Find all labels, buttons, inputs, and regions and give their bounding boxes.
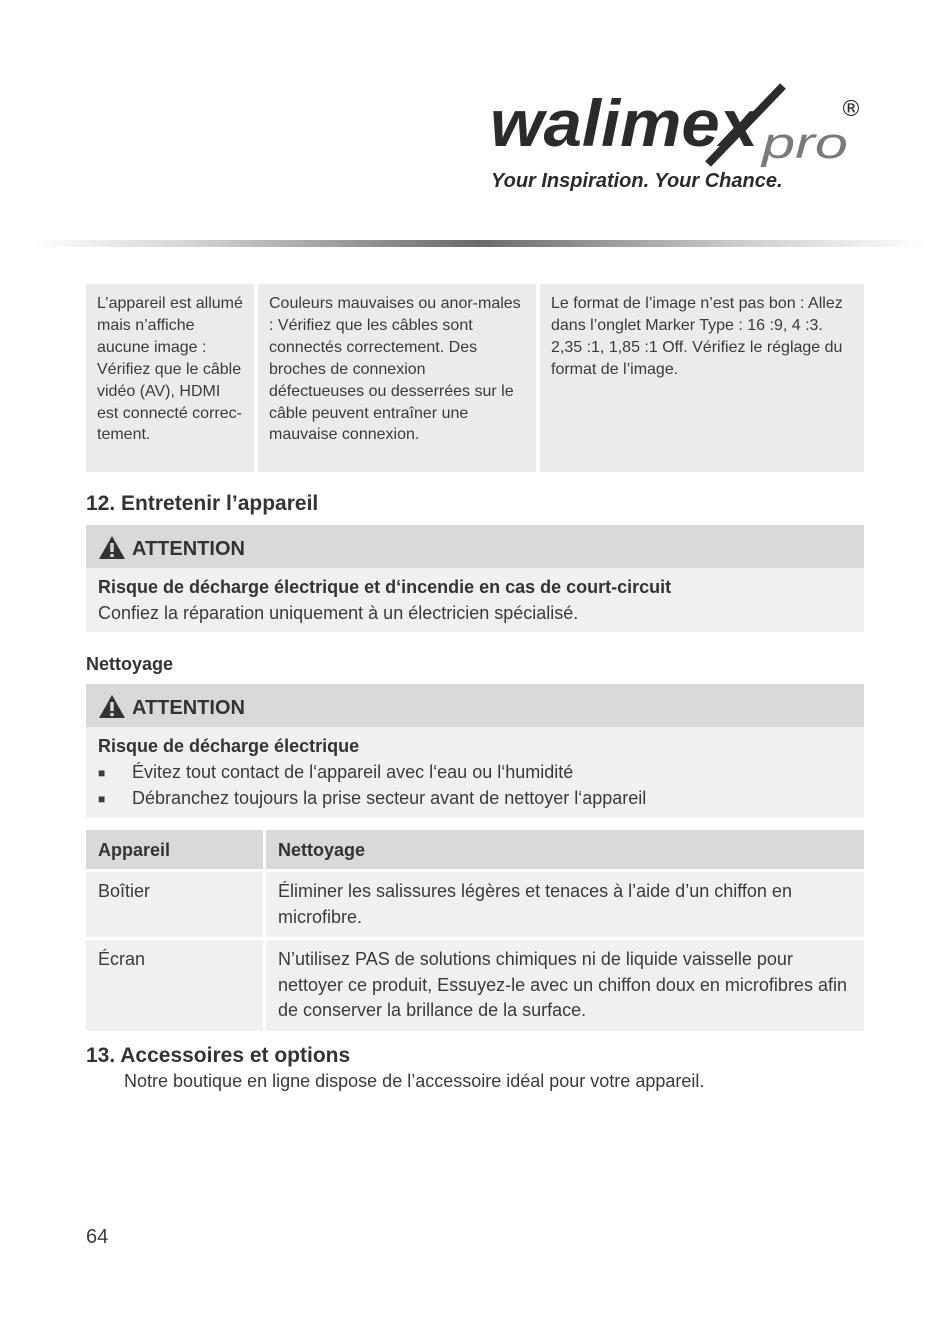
warning-heading: Risque de décharge électrique: [98, 736, 360, 756]
section-12-title: 12. Entretenir l’appareil: [86, 492, 319, 515]
warning-label: ATTENTION: [132, 697, 245, 719]
trouble-cell: [258, 284, 536, 472]
logo-pro-text: pro: [759, 119, 848, 168]
warning-box: [86, 525, 864, 632]
logo-tagline: Your Inspiration. Your Chance.: [491, 170, 783, 192]
warning-heading: Risque de décharge électrique et d‘incendie en cas de court-circuit: [98, 577, 672, 597]
trouble-text: Le format de l’image n’est pas bon : Allez dans l’onglet Marker Type : 16 :9, 4 :3. 2,35 :1, 1,85 :1 Off. Vérifiez le réglage du format de l’image.: [551, 295, 843, 378]
warning-icon: [98, 535, 126, 560]
table-cell-device: Boîtier: [86, 872, 263, 937]
table-cell-cleaning: N’utilisez PAS de solutions chimiques ni de liquide vaisselle pour nettoyer ce produit, Essuyez-le avec un chiffon doux en microfibres afin de conserver la brillance de la surface.: [266, 940, 864, 1031]
table-header-row: [86, 830, 864, 869]
trouble-cell: [86, 284, 254, 472]
bullet-text: Débranchez toujours la prise secteur avant de nettoyer l‘appareil: [132, 788, 647, 808]
table-row: [86, 872, 864, 937]
bullet-square-icon: ■: [98, 765, 106, 780]
registered-mark: ®: [840, 97, 862, 122]
header-divider: [28, 240, 928, 247]
bullet-text: Évitez tout contact de l‘appareil avec l‘eau ou l‘humidité: [132, 761, 574, 782]
trouble-text: Couleurs mauvaises ou anor-males : Vérifiez que les câbles sont connectés correctement. Des broches de connexion défectueuses ou desserrées sur le câble peuvent entraîner une mauvaise connexion.: [269, 295, 521, 444]
table-header-device: Appareil: [86, 830, 263, 869]
table-cell-device: Écran: [86, 940, 263, 1031]
warning-header: [86, 525, 864, 568]
trouble-text: L’appareil est allumé mais n’affiche aucune image : Vérifiez que le câble vidéo (AV), HDMI est connecté correc-tement.: [97, 295, 243, 444]
troubleshooting-row: [86, 284, 864, 472]
bullet-item: [98, 760, 852, 787]
warning-label: ATTENTION: [132, 538, 245, 560]
table-header-cleaning: Nettoyage: [266, 830, 864, 869]
table-row: [86, 940, 864, 1031]
trouble-cell: [540, 284, 864, 472]
section-13-title: 13. Accessoires et options: [86, 1044, 351, 1067]
cleaning-title: Nettoyage: [86, 654, 174, 674]
warning-header: [86, 684, 864, 727]
cleaning-table: [86, 830, 864, 1034]
logo-brand-text: walimex: [490, 86, 761, 160]
bullet-square-icon: ■: [98, 792, 106, 806]
warning-text: Confiez la réparation uniquement à un électricien spécialisé.: [98, 602, 579, 623]
bullet-item: [98, 786, 852, 813]
section-13-text: Notre boutique en ligne dispose de l’accessoire idéal pour votre appareil.: [124, 1071, 705, 1091]
table-cell-cleaning: Éliminer les salissures légères et tenaces à l’aide d’un chiffon en microfibre.: [266, 872, 864, 937]
cleaning-warning-box: [86, 684, 864, 818]
warning-icon: [98, 694, 126, 719]
page-number: 64: [86, 1226, 109, 1248]
